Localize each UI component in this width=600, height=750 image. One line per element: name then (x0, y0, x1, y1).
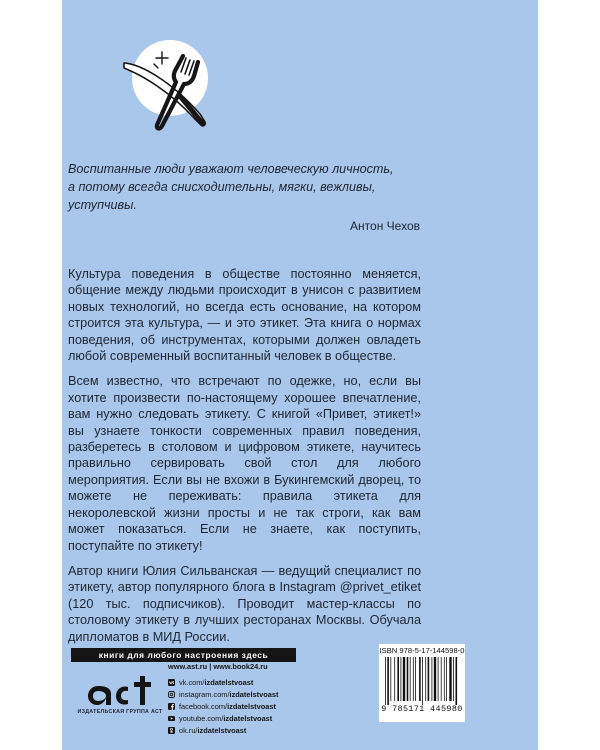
barcode-bar (387, 657, 389, 705)
barcode-bar (422, 657, 423, 705)
social-link-vk[interactable] (168, 676, 278, 688)
quote-line: а потому всегда снисходительны, мягки, вежливы, (68, 180, 376, 194)
barcode-bar (441, 657, 442, 701)
barcode-bar (434, 657, 436, 701)
youtube-icon (168, 715, 175, 722)
book-description (68, 266, 421, 654)
description-paragraph: Автор книги Юлия Сильванская — ведущий специалист по этикету, автор популярного блога в Instagram @privet_etiket (120 тыс. подписчиков). Проводит мастер-классы по столовому этикету в лучших ресторанах Москвы. Обучала дипломатов в МИД России. (68, 563, 421, 644)
social-prefix: facebook.com/ (179, 701, 228, 711)
social-handle: izdatelstvoast (229, 689, 279, 699)
epigraph-quote (68, 160, 398, 214)
barcode-bar (428, 657, 430, 701)
quote-line: уступчивы. (68, 198, 137, 212)
barcode-bar (438, 657, 439, 701)
barcode-bar (385, 657, 386, 705)
facebook-icon (168, 703, 175, 710)
barcode-bar (407, 657, 409, 701)
barcode-bar (410, 657, 411, 701)
barcode-bar (401, 657, 402, 701)
social-prefix: ok.ru/ (179, 725, 198, 735)
social-prefix: vk.com/ (179, 677, 205, 687)
social-handle: izdatelstvoast (197, 725, 247, 735)
social-handle: izdatelstvoast (223, 713, 273, 723)
barcode-bar (432, 657, 433, 701)
quote-line: Воспитанные люди уважают человеческую личность, (68, 162, 394, 176)
instagram-icon (168, 691, 175, 698)
barcode-bar (397, 657, 399, 701)
barcode-icon (384, 657, 460, 705)
barcode-bar (456, 657, 458, 705)
barcode-bar (446, 657, 447, 701)
publisher-name: ИЗДАТЕЛЬСКАЯ ГРУППА АСТ (77, 709, 163, 715)
description-paragraph: Всем известно, что встречают по одежке, но, если вы хотите произвести по-настоящему хорошее впечатление, вам нужно следовать этикету. С книгой «Привет, этикет!» вы узнаете тонкости современных правил поведения, разберетесь в столовом и цифровом этикете, научитесь правильно сервировать свой стол для любого мероприятия. Если вы не вхожи в Букингемский дворец, то можете не переживать: правила этикета для некоролевской жизни просты и не так строги, как вам может показаться. Если не знаете, как поступить, поступайте по этикету! (68, 374, 421, 553)
social-prefix: instagram.com/ (179, 689, 230, 699)
ast-logo-icon (84, 672, 156, 708)
social-link-odnoklassniki[interactable] (168, 724, 278, 736)
barcode-bar (394, 657, 395, 701)
barcode-bar (403, 657, 405, 701)
vk-icon (168, 679, 175, 686)
barcode-bar (419, 657, 421, 701)
odnoklassniki-icon (168, 727, 175, 734)
description-paragraph: Культура поведения в обществе постоянно меняется, общение между людьми происходит в унисон с развитием новых технологий, но всегда есть основание, на котором строится эта культура, — и это этикет. Эта книга о нормах поведения, об инструментах, которыми должен овладеть любой современный воспитанный человек в обществе. (68, 267, 421, 364)
social-link-instagram[interactable] (168, 688, 278, 700)
publisher-websites[interactable]: www.ast.ru | www.book24.ru (168, 662, 268, 671)
barcode-digits: 9 785171 445980 (381, 704, 463, 714)
social-links (168, 676, 278, 736)
barcode-bar (449, 657, 451, 701)
social-link-facebook[interactable] (168, 700, 278, 712)
isbn-number: ISBN 978-5-17-144598-0 (379, 646, 465, 655)
barcode-bar (390, 657, 391, 701)
barcode-bar (453, 657, 454, 701)
social-link-youtube[interactable] (168, 712, 278, 724)
social-handle: izdatelstvoast (204, 677, 254, 687)
knife-and-fork-icon (110, 30, 230, 140)
publisher-tagline: книги для любого настроения здесь (71, 648, 296, 662)
barcode-bar (444, 657, 445, 701)
barcode-bar (413, 657, 414, 701)
social-handle: izdatelstvoast (227, 701, 276, 711)
quote-author: Антон Чехов (350, 219, 420, 233)
barcode-bar (425, 657, 426, 701)
barcode-panel (379, 644, 465, 722)
barcode-bar (415, 657, 416, 701)
social-prefix: youtube.com/ (179, 713, 224, 723)
